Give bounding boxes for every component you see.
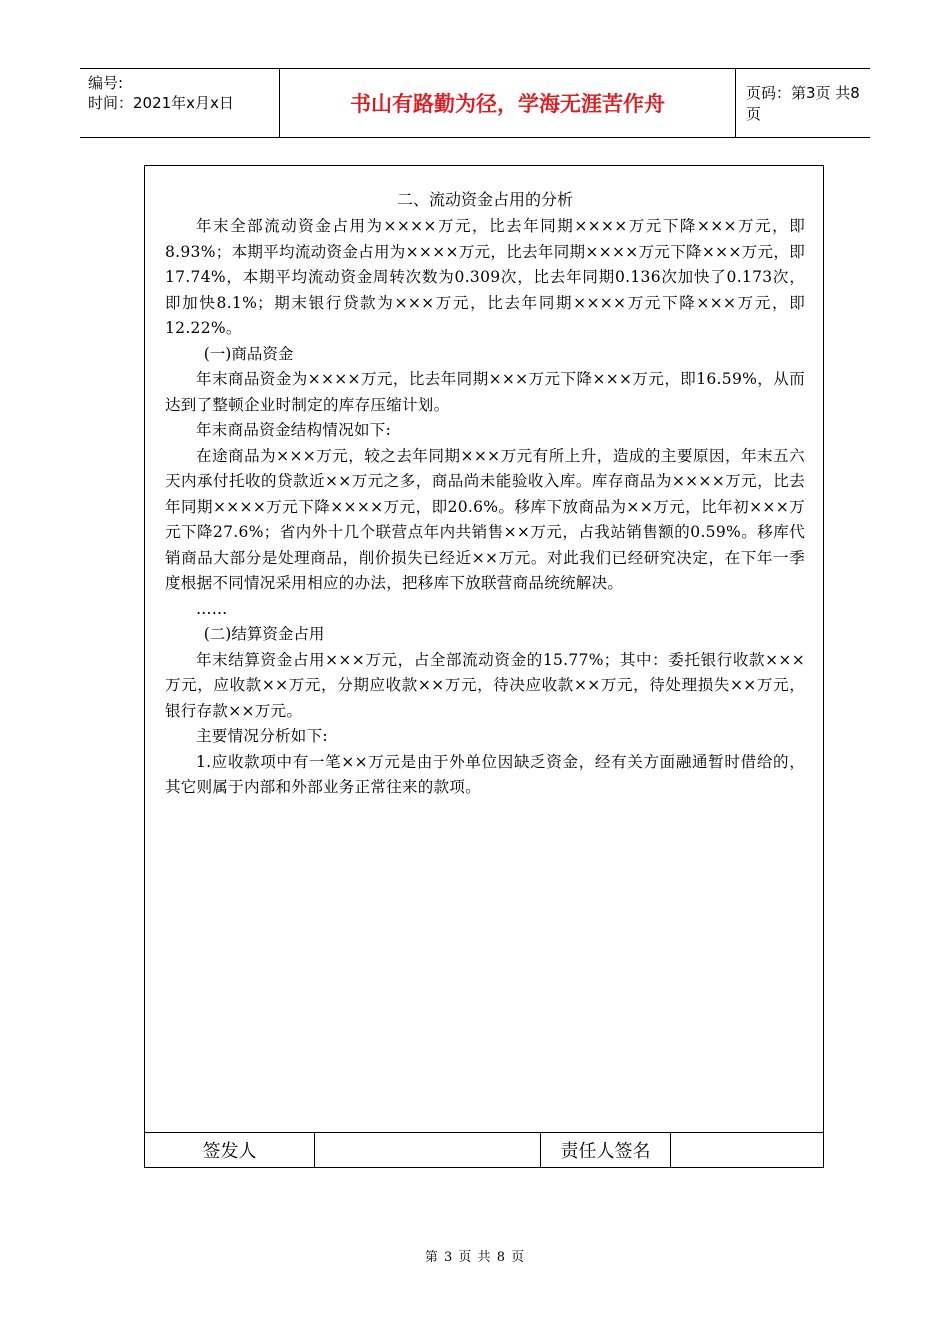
section-title: 二、流动资金占用的分析 bbox=[396, 190, 573, 209]
paragraph: 在途商品为×××万元，较之去年同期×××万元有所上升，造成的主要原因，年末五六天内承付托收的贷款近××万元之多，商品尚未能验收入库。库存商品为××××万元，比去年同期××××万元下降××××万元，即20.6%。移库下放商品为××万元，比年初×××万元下降27.6%；省内外十几个联营点年内共销售××万元，占我站销售额的0.59%。移库代销商品大部分是处理商品，削价损失已经近××万元。对此我们已经研究决定，在下年一季度根据不同情况采用相应的办法，把移库下放联营商品统统解决。 bbox=[165, 446, 805, 592]
paragraph: 1.应收款项中有一笔××万元是由于外单位因缺乏资金，经有关方面融通暂时借给的，其它则属于内部和外部业务正常往来的款项。 bbox=[165, 752, 805, 796]
issuer-field[interactable] bbox=[315, 1133, 541, 1167]
header-meta bbox=[80, 69, 280, 137]
page-footer: 第 3 页 共 8 页 bbox=[424, 1250, 526, 1265]
document-date-label: 时间：2021年x月x日 bbox=[88, 94, 234, 112]
paragraph: 年末全部流动资金占用为××××万元，比去年同期××××万元下降×××万元，即8.93%；本期平均流动资金占用为××××万元，比去年同期××××万元下降×××万元，即17.74%，本期平均流动资金周转次数为0.309次，比去年同期0.136次加快了0.173次，即加快8.1%；期末银行贷款为×××万元，比去年同期××××万元下降×××万元，即12.22%。 bbox=[165, 217, 805, 337]
responsible-signature-field[interactable] bbox=[671, 1133, 823, 1167]
signature-row bbox=[145, 1132, 823, 1167]
subsection-heading: (二)结算资金占用 bbox=[203, 625, 325, 643]
issuer-label: 签发人 bbox=[145, 1133, 315, 1167]
paragraph: 年末结算资金占用×××万元，占全部流动资金的15.77%；其中：委托银行收款×××万元，应收款××万元，分期应收款××万元，待决应收款××万元，待处理损失××万元，银行存款××万元。 bbox=[165, 650, 805, 720]
report-box bbox=[144, 165, 824, 1168]
responsible-signature-label: 责任人签名 bbox=[541, 1133, 671, 1167]
paragraph: 年末商品资金结构情况如下: bbox=[196, 421, 392, 439]
header-page-label: 页码：第3页 共8页 bbox=[746, 84, 860, 123]
subsection-heading: (一)商品资金 bbox=[203, 344, 294, 363]
header-motto: 书山有路勤为径，学海无涯苦作舟 bbox=[280, 69, 736, 137]
page-header bbox=[80, 68, 870, 138]
paragraph: 主要情况分析如下: bbox=[196, 727, 328, 745]
paragraph: 年末商品资金为××××万元，比去年同期×××万元下降×××万元，即16.59%，从而达到了整顿企业时制定的库存压缩计划。 bbox=[165, 370, 805, 414]
report-content bbox=[165, 188, 805, 801]
document-number-label: 编号: bbox=[88, 74, 124, 92]
ellipsis: …… bbox=[196, 599, 228, 618]
